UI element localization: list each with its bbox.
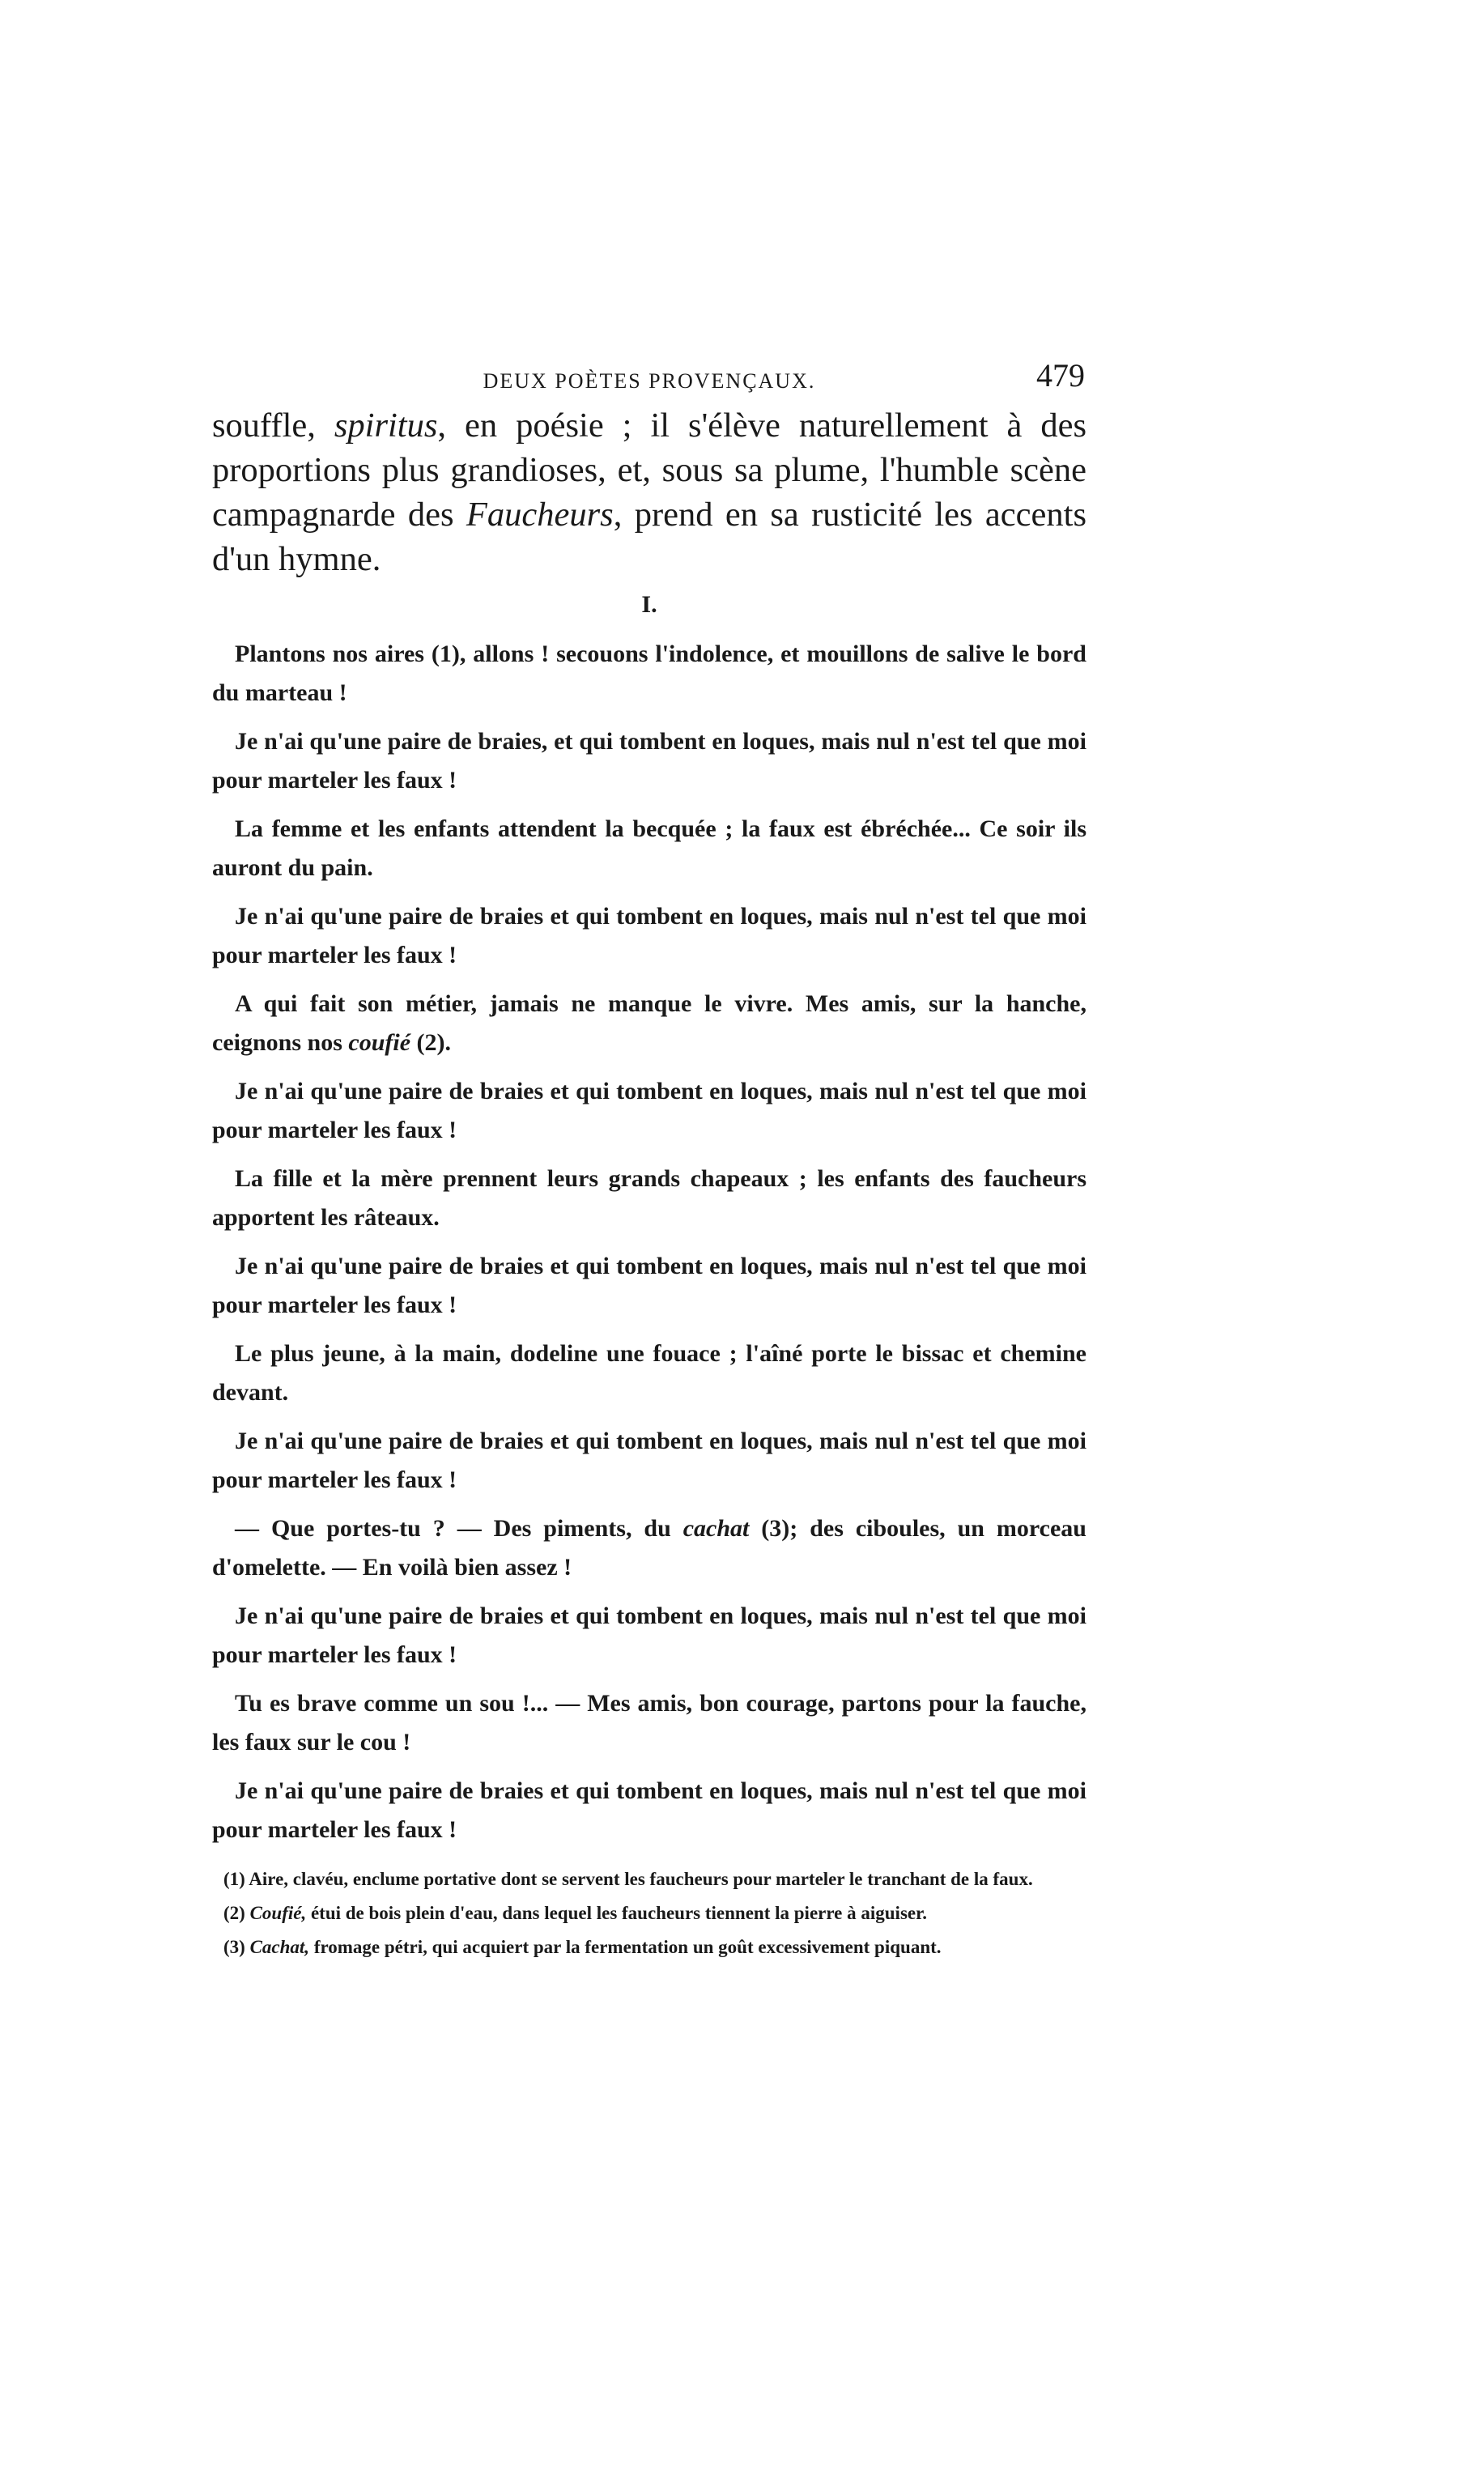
poem-stanza <box>212 1509 1086 1587</box>
footnote <box>212 1898 1086 1929</box>
footnote-text: fromage pétri, qui acquiert par la fermentation un goût excessivement piquant. <box>309 1937 942 1957</box>
stanza-italic-term: coufié <box>348 1029 411 1056</box>
poem-refrain: Je n'ai qu'une paire de braies, et qui tombent en loques, mais nul n'est tel que moi pour marteler les faux ! <box>212 728 1086 794</box>
intro-text: , prend en sa rusticité les accents d'un hymne. <box>212 496 1086 578</box>
poem-refrain: Je n'ai qu'une paire de braies et qui tombent en loques, mais nul n'est tel que moi pour marteler les faux ! <box>212 903 1086 968</box>
poem-stanza: La femme et les enfants attendent la becquée ; la faux est ébréchée... Ce soir ils auront du pain. <box>212 815 1086 881</box>
poem-stanza: Tu es brave comme un sou !... — Mes amis, bon courage, partons pour la fauche, les faux sur le cou ! <box>212 1690 1086 1756</box>
poem-refrain: Je n'ai qu'une paire de braies et qui tombent en loques, mais nul n'est tel que moi pour marteler les faux ! <box>212 1428 1086 1493</box>
footnote-marker: (3) <box>223 1937 250 1957</box>
stanza-text: — Que portes-tu ? — Des piments, du <box>235 1515 683 1542</box>
book-page <box>212 356 1086 1966</box>
footnote-marker: (2) <box>223 1903 250 1923</box>
poem <box>212 635 1086 1849</box>
intro-text: souffle, <box>212 406 334 445</box>
poem-stanza: Plantons nos aires (1), allons ! secouons l'indolence, et mouillons de salive le bord du marteau ! <box>212 641 1086 706</box>
section-number: I. <box>641 591 657 618</box>
poem-refrain: Je n'ai qu'une paire de braies et qui tombent en loques, mais nul n'est tel que moi pour marteler les faux ! <box>212 1078 1086 1143</box>
footnote-text: étui de bois plein d'eau, dans lequel les faucheurs tiennent la pierre à aiguiser. <box>306 1903 927 1923</box>
intro-text: , en poésie ; il s'élève naturellement à des proportions plus grandioses, et, sous sa plume, l'humble scène campagnarde des <box>212 406 1086 534</box>
running-title: DEUX POÈTES PROVENÇAUX. <box>483 369 816 393</box>
stanza-italic-term: cachat <box>682 1515 750 1542</box>
footnotes <box>212 1864 1086 1963</box>
poem-refrain: Je n'ai qu'une paire de braies et qui tombent en loques, mais nul n'est tel que moi pour marteler les faux ! <box>212 1602 1086 1668</box>
intro-italic-term: spiritus <box>334 406 438 445</box>
intro-italic-title: Faucheurs <box>466 496 614 534</box>
poem-stanza: La fille et la mère prennent leurs grands chapeaux ; les enfants des faucheurs apportent les râteaux. <box>212 1165 1086 1231</box>
footnote <box>212 1932 1086 1963</box>
poem-refrain: Je n'ai qu'une paire de braies et qui tombent en loques, mais nul n'est tel que moi pour marteler les faux ! <box>212 1777 1086 1843</box>
running-head <box>212 356 1086 403</box>
stanza-text: (2). <box>410 1029 451 1056</box>
intro-paragraph <box>212 403 1086 581</box>
footnote-term: Coufié, <box>249 1903 307 1923</box>
page-number: 479 <box>1036 357 1085 394</box>
footnote-term: Cachat, <box>249 1937 310 1957</box>
poem-stanza <box>212 985 1086 1062</box>
poem-stanza: Le plus jeune, à la main, dodeline une fouace ; l'aîné porte le bissac et chemine devant. <box>212 1340 1086 1406</box>
stanza-text: (3); des ciboules, un morceau d'omelette. — En voilà bien assez ! <box>212 1515 1086 1581</box>
footnote: (1) Aire, clavéu, enclume portative dont se servent les faucheurs pour marteler le tranchant de la faux. <box>223 1869 1033 1889</box>
poem-refrain: Je n'ai qu'une paire de braies et qui tombent en loques, mais nul n'est tel que moi pour marteler les faux ! <box>212 1253 1086 1318</box>
stanza-text: A qui fait son métier, jamais ne manque le vivre. Mes amis, sur la hanche, ceignons nos <box>212 990 1086 1056</box>
